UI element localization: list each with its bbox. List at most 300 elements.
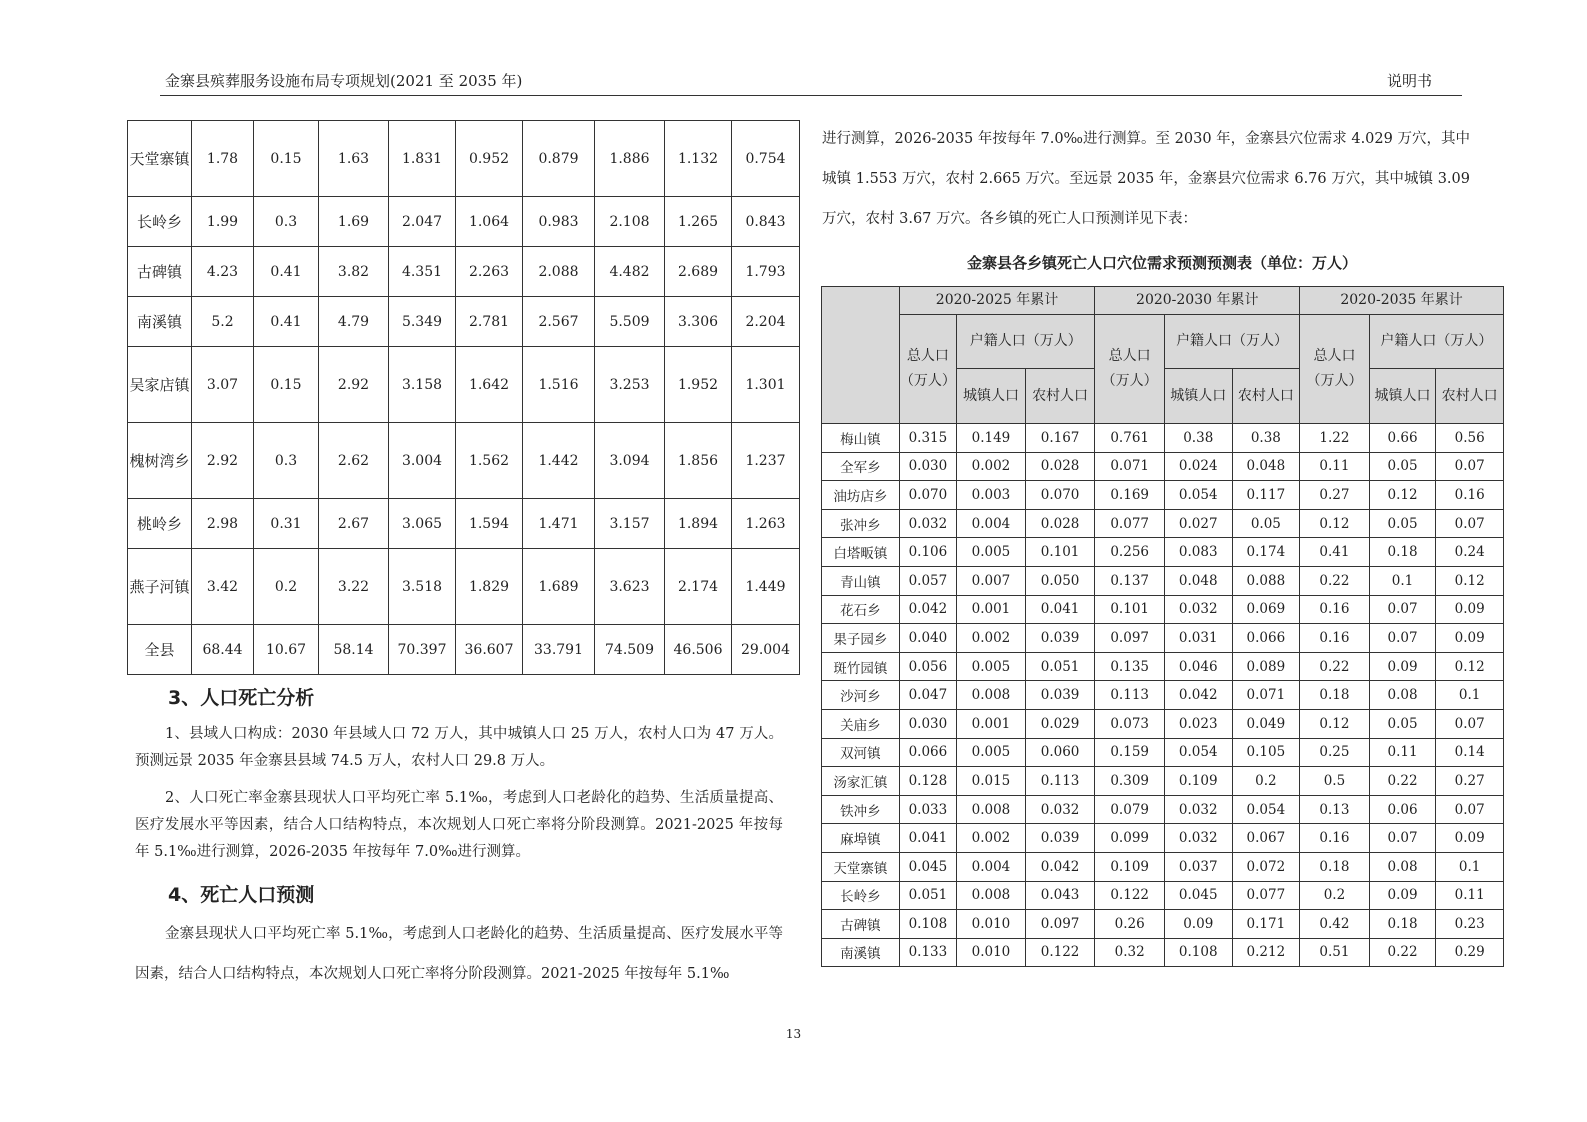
value-cell: 0.07 <box>1369 624 1436 653</box>
value-cell: 0.010 <box>957 938 1026 967</box>
value-cell: 29.004 <box>732 625 800 675</box>
value-cell: 0.2 <box>1300 881 1370 910</box>
value-cell: 2.567 <box>523 297 595 347</box>
section-3-paragraph-2: 2、人口死亡率金寨县现状人口平均死亡率 5.1‰，考虑到人口老龄化的趋势、生活质量提高、医疗发展水平等因素，结合人口结构特点，本次规划人口死亡率将分阶段测算。2021-2025 年按每年 5.1‰进行测算，2026-2035 年按每年 7.0‰进行测算。 <box>135 790 783 860</box>
table-row <box>128 247 800 297</box>
value-cell: 0.66 <box>1369 424 1436 453</box>
value-cell: 1.562 <box>456 423 523 499</box>
value-cell: 0.069 <box>1232 595 1300 624</box>
value-cell: 0.040 <box>899 624 956 653</box>
table-row <box>822 681 1504 710</box>
town-name: 果子园乡 <box>822 624 900 653</box>
table-row <box>822 738 1504 767</box>
corner-cell <box>822 287 900 424</box>
table-row <box>822 795 1504 824</box>
value-cell: 0.045 <box>1164 881 1232 910</box>
table-row <box>128 197 800 247</box>
table-caption: 金寨县各乡镇死亡人口穴位需求预测预测表（单位：万人） <box>966 254 1357 272</box>
value-cell: 0.008 <box>957 681 1026 710</box>
value-cell: 2.98 <box>192 499 254 549</box>
value-cell: 0.008 <box>957 795 1026 824</box>
value-cell: 0.001 <box>957 709 1026 738</box>
value-cell: 1.237 <box>732 423 800 499</box>
value-cell: 0.08 <box>1369 852 1436 881</box>
value-cell: 0.002 <box>957 452 1026 481</box>
town-name: 沙河乡 <box>822 681 900 710</box>
hukou-header-2025: 户籍人口（万人） <box>957 315 1095 369</box>
value-cell: 0.09 <box>1436 624 1504 653</box>
value-cell: 1.63 <box>319 121 389 197</box>
value-cell: 0.1 <box>1369 566 1436 595</box>
value-cell: 0.32 <box>1095 938 1165 967</box>
table-row <box>128 549 800 625</box>
value-cell: 4.23 <box>192 247 254 297</box>
value-cell: 0.07 <box>1436 452 1504 481</box>
value-cell: 0.05 <box>1369 709 1436 738</box>
value-cell: 0.122 <box>1025 938 1095 967</box>
town-name: 吴家店镇 <box>128 347 192 423</box>
table-row <box>822 767 1504 796</box>
table-row <box>822 624 1504 653</box>
town-name: 天堂寨镇 <box>128 121 192 197</box>
value-cell: 0.3 <box>254 423 319 499</box>
value-cell: 0.2 <box>1232 767 1300 796</box>
value-cell: 0.16 <box>1436 481 1504 510</box>
value-cell: 0.032 <box>899 509 956 538</box>
value-cell: 0.002 <box>957 624 1026 653</box>
value-cell: 0.18 <box>1300 681 1370 710</box>
value-cell: 0.070 <box>1025 481 1095 510</box>
value-cell: 0.137 <box>1095 566 1165 595</box>
value-cell: 0.005 <box>957 652 1026 681</box>
value-cell: 0.07 <box>1369 824 1436 853</box>
town-name: 青山镇 <box>822 566 900 595</box>
value-cell: 0.099 <box>1095 824 1165 853</box>
town-name: 燕子河镇 <box>128 549 192 625</box>
value-cell: 0.41 <box>254 297 319 347</box>
value-cell: 0.07 <box>1436 709 1504 738</box>
table-row <box>822 481 1504 510</box>
value-cell: 0.109 <box>1164 767 1232 796</box>
value-cell: 0.045 <box>899 852 956 881</box>
value-cell: 0.171 <box>1232 910 1300 939</box>
value-cell: 0.14 <box>1436 738 1504 767</box>
value-cell: 0.023 <box>1164 709 1232 738</box>
value-cell: 0.029 <box>1025 709 1095 738</box>
town-name: 汤家汇镇 <box>822 767 900 796</box>
value-cell: 0.18 <box>1369 910 1436 939</box>
value-cell: 0.010 <box>957 910 1026 939</box>
value-cell: 0.105 <box>1232 738 1300 767</box>
value-cell: 0.1 <box>1436 681 1504 710</box>
value-cell: 0.22 <box>1369 767 1436 796</box>
value-cell: 0.109 <box>1095 852 1165 881</box>
section-3-paragraph-1: 1、县域人口构成：2030 年县域人口 72 万人，其中城镇人口 25 万人，农村人口为 47 万人。预测远景 2035 年金寨县县域 74.5 万人，农村人口 29.8 万人。 <box>135 726 783 769</box>
value-cell: 0.077 <box>1095 509 1165 538</box>
value-cell: 0.41 <box>1300 538 1370 567</box>
value-cell: 0.754 <box>732 121 800 197</box>
value-cell: 0.05 <box>1369 509 1436 538</box>
table-row <box>822 424 1504 453</box>
period-header-2035: 2020-2035 年累计 <box>1300 287 1504 315</box>
value-cell: 1.064 <box>456 197 523 247</box>
urban-header: 城镇人口 <box>1369 369 1436 424</box>
value-cell: 0.051 <box>1025 652 1095 681</box>
value-cell: 0.29 <box>1436 938 1504 967</box>
value-cell: 0.07 <box>1369 595 1436 624</box>
table-row <box>822 595 1504 624</box>
value-cell: 0.18 <box>1300 852 1370 881</box>
table-row <box>822 538 1504 567</box>
value-cell: 0.07 <box>1436 795 1504 824</box>
value-cell: 0.039 <box>1025 681 1095 710</box>
value-cell: 3.82 <box>319 247 389 297</box>
value-cell: 0.050 <box>1025 566 1095 595</box>
hukou-header-2035: 户籍人口（万人） <box>1369 315 1503 369</box>
value-cell: 2.92 <box>319 347 389 423</box>
value-cell: 0.008 <box>957 881 1026 910</box>
value-cell: 0.072 <box>1232 852 1300 881</box>
value-cell: 0.024 <box>1164 452 1232 481</box>
value-cell: 1.132 <box>665 121 732 197</box>
value-cell: 1.886 <box>595 121 665 197</box>
value-cell: 0.033 <box>899 795 956 824</box>
value-cell: 1.265 <box>665 197 732 247</box>
town-name: 双河镇 <box>822 738 900 767</box>
value-cell: 0.843 <box>732 197 800 247</box>
value-cell: 0.108 <box>1164 938 1232 967</box>
value-cell: 0.030 <box>899 452 956 481</box>
value-cell: 0.41 <box>254 247 319 297</box>
value-cell: 0.041 <box>899 824 956 853</box>
value-cell: 0.08 <box>1369 681 1436 710</box>
total-header-2025: 总人口（万人） <box>899 315 956 424</box>
table-row <box>822 910 1504 939</box>
value-cell: 0.054 <box>1232 795 1300 824</box>
value-cell: 0.108 <box>899 910 956 939</box>
value-cell: 3.42 <box>192 549 254 625</box>
value-cell: 3.157 <box>595 499 665 549</box>
value-cell: 0.001 <box>957 595 1026 624</box>
town-name: 梅山镇 <box>822 424 900 453</box>
value-cell: 0.23 <box>1436 910 1504 939</box>
value-cell: 0.05 <box>1232 509 1300 538</box>
town-name: 花石乡 <box>822 595 900 624</box>
value-cell: 2.92 <box>192 423 254 499</box>
value-cell: 0.028 <box>1025 509 1095 538</box>
value-cell: 2.67 <box>319 499 389 549</box>
value-cell: 0.12 <box>1436 566 1504 595</box>
value-cell: 0.952 <box>456 121 523 197</box>
value-cell: 4.482 <box>595 247 665 297</box>
value-cell: 0.070 <box>899 481 956 510</box>
table-row <box>822 566 1504 595</box>
table-row <box>128 625 800 675</box>
table-row <box>128 347 800 423</box>
value-cell: 0.057 <box>899 566 956 595</box>
town-name: 古碑镇 <box>822 910 900 939</box>
urban-header: 城镇人口 <box>1164 369 1232 424</box>
value-cell: 1.471 <box>523 499 595 549</box>
value-cell: 0.028 <box>1025 452 1095 481</box>
value-cell: 0.077 <box>1232 881 1300 910</box>
value-cell: 0.097 <box>1025 910 1095 939</box>
value-cell: 0.22 <box>1369 938 1436 967</box>
left-data-table <box>127 120 800 675</box>
value-cell: 0.149 <box>957 424 1026 453</box>
header-rule <box>160 95 1462 96</box>
value-cell: 0.037 <box>1164 852 1232 881</box>
value-cell: 5.509 <box>595 297 665 347</box>
table-row <box>128 499 800 549</box>
value-cell: 0.054 <box>1164 481 1232 510</box>
value-cell: 2.62 <box>319 423 389 499</box>
value-cell: 0.088 <box>1232 566 1300 595</box>
table-row <box>128 121 800 197</box>
value-cell: 0.007 <box>957 566 1026 595</box>
value-cell: 0.049 <box>1232 709 1300 738</box>
table-row <box>128 423 800 499</box>
town-name: 白塔畈镇 <box>822 538 900 567</box>
value-cell: 0.030 <box>899 709 956 738</box>
value-cell: 0.12 <box>1369 481 1436 510</box>
value-cell: 1.442 <box>523 423 595 499</box>
value-cell: 0.054 <box>1164 738 1232 767</box>
town-name: 铁冲乡 <box>822 795 900 824</box>
value-cell: 0.12 <box>1436 652 1504 681</box>
value-cell: 0.174 <box>1232 538 1300 567</box>
value-cell: 0.09 <box>1369 881 1436 910</box>
value-cell: 0.983 <box>523 197 595 247</box>
table-row <box>822 509 1504 538</box>
value-cell: 0.113 <box>1095 681 1165 710</box>
page-number: 13 <box>785 1027 802 1041</box>
header-title: 金寨县殡葬服务设施布局专项规划(2021 至 2035 年) <box>165 72 523 90</box>
town-name: 关庙乡 <box>822 709 900 738</box>
value-cell: 3.158 <box>389 347 456 423</box>
value-cell: 0.048 <box>1232 452 1300 481</box>
value-cell: 0.067 <box>1232 824 1300 853</box>
town-name: 长岭乡 <box>128 197 192 247</box>
period-header-2030: 2020-2030 年累计 <box>1095 287 1300 315</box>
town-name: 南溪镇 <box>822 938 900 967</box>
value-cell: 0.032 <box>1164 795 1232 824</box>
value-cell: 3.094 <box>595 423 665 499</box>
value-cell: 0.15 <box>254 121 319 197</box>
value-cell: 0.09 <box>1436 824 1504 853</box>
value-cell: 0.18 <box>1369 538 1436 567</box>
value-cell: 2.174 <box>665 549 732 625</box>
value-cell: 1.99 <box>192 197 254 247</box>
value-cell: 0.113 <box>1025 767 1095 796</box>
value-cell: 0.042 <box>899 595 956 624</box>
value-cell: 0.066 <box>899 738 956 767</box>
value-cell: 0.004 <box>957 509 1026 538</box>
value-cell: 0.31 <box>254 499 319 549</box>
value-cell: 70.397 <box>389 625 456 675</box>
value-cell: 0.879 <box>523 121 595 197</box>
value-cell: 0.032 <box>1025 795 1095 824</box>
value-cell: 0.256 <box>1095 538 1165 567</box>
rural-header: 农村人口 <box>1436 369 1504 424</box>
value-cell: 2.108 <box>595 197 665 247</box>
value-cell: 0.027 <box>1164 509 1232 538</box>
value-cell: 0.039 <box>1025 624 1095 653</box>
value-cell: 0.1 <box>1436 852 1504 881</box>
value-cell: 2.263 <box>456 247 523 297</box>
value-cell: 0.16 <box>1300 595 1370 624</box>
value-cell: 0.315 <box>899 424 956 453</box>
value-cell: 3.065 <box>389 499 456 549</box>
value-cell: 0.042 <box>1164 681 1232 710</box>
value-cell: 0.25 <box>1300 738 1370 767</box>
value-cell: 0.12 <box>1300 709 1370 738</box>
value-cell: 0.047 <box>899 681 956 710</box>
table-row <box>128 297 800 347</box>
value-cell: 0.761 <box>1095 424 1165 453</box>
section-3-title: 3、人口死亡分析 <box>168 687 315 709</box>
value-cell: 0.122 <box>1095 881 1165 910</box>
value-cell: 0.060 <box>1025 738 1095 767</box>
value-cell: 0.041 <box>1025 595 1095 624</box>
value-cell: 0.048 <box>1164 566 1232 595</box>
value-cell: 0.071 <box>1095 452 1165 481</box>
value-cell: 0.27 <box>1300 481 1370 510</box>
value-cell: 0.16 <box>1300 624 1370 653</box>
value-cell: 0.089 <box>1232 652 1300 681</box>
value-cell: 0.032 <box>1164 595 1232 624</box>
value-cell: 3.004 <box>389 423 456 499</box>
value-cell: 3.07 <box>192 347 254 423</box>
table-row <box>822 452 1504 481</box>
value-cell: 1.69 <box>319 197 389 247</box>
value-cell: 36.607 <box>456 625 523 675</box>
value-cell: 5.2 <box>192 297 254 347</box>
value-cell: 0.22 <box>1300 652 1370 681</box>
rural-header: 农村人口 <box>1025 369 1095 424</box>
value-cell: 0.12 <box>1300 509 1370 538</box>
value-cell: 0.079 <box>1095 795 1165 824</box>
table-row <box>822 709 1504 738</box>
value-cell: 2.204 <box>732 297 800 347</box>
value-cell: 0.133 <box>899 938 956 967</box>
table-row <box>822 652 1504 681</box>
value-cell: 2.047 <box>389 197 456 247</box>
value-cell: 0.073 <box>1095 709 1165 738</box>
value-cell: 0.56 <box>1436 424 1504 453</box>
value-cell: 0.309 <box>1095 767 1165 796</box>
value-cell: 0.11 <box>1369 738 1436 767</box>
right-paragraph: 进行测算，2026-2035 年按每年 7.0‰进行测算。至 2030 年，金寨县穴位需求 4.029 万穴，其中城镇 1.553 万穴，农村 2.665 万穴。至远景 2035 年，金寨县穴位需求 6.76 万穴，其中城镇 3.09 万穴，农村 3.67 万穴。各乡镇的死亡人口预测详见下表： <box>822 131 1470 227</box>
value-cell: 0.101 <box>1095 595 1165 624</box>
rural-header: 农村人口 <box>1232 369 1300 424</box>
table-row <box>822 852 1504 881</box>
table-row <box>822 938 1504 967</box>
value-cell: 0.38 <box>1232 424 1300 453</box>
value-cell: 1.894 <box>665 499 732 549</box>
value-cell: 1.516 <box>523 347 595 423</box>
value-cell: 0.169 <box>1095 481 1165 510</box>
value-cell: 2.781 <box>456 297 523 347</box>
value-cell: 1.642 <box>456 347 523 423</box>
value-cell: 4.79 <box>319 297 389 347</box>
town-name: 桃岭乡 <box>128 499 192 549</box>
value-cell: 0.5 <box>1300 767 1370 796</box>
town-name: 油坊店乡 <box>822 481 900 510</box>
value-cell: 0.2 <box>254 549 319 625</box>
value-cell: 0.051 <box>899 881 956 910</box>
town-name: 天堂寨镇 <box>822 852 900 881</box>
value-cell: 0.26 <box>1095 910 1165 939</box>
value-cell: 4.351 <box>389 247 456 297</box>
value-cell: 33.791 <box>523 625 595 675</box>
forecast-table <box>821 286 1504 967</box>
value-cell: 0.015 <box>957 767 1026 796</box>
town-name: 全军乡 <box>822 452 900 481</box>
section-4-title: 4、死亡人口预测 <box>168 884 315 906</box>
value-cell: 0.212 <box>1232 938 1300 967</box>
value-cell: 0.083 <box>1164 538 1232 567</box>
value-cell: 0.167 <box>1025 424 1095 453</box>
value-cell: 0.3 <box>254 197 319 247</box>
section-4-paragraph: 金寨县现状人口平均死亡率 5.1‰，考虑到人口老龄化的趋势、生活质量提高、医疗发展水平等因素，结合人口结构特点，本次规划人口死亡率将分阶段测算。2021-2025 年按每年 5.1‰ <box>135 926 783 982</box>
value-cell: 1.449 <box>732 549 800 625</box>
value-cell: 0.117 <box>1232 481 1300 510</box>
value-cell: 1.952 <box>665 347 732 423</box>
value-cell: 3.306 <box>665 297 732 347</box>
value-cell: 0.27 <box>1436 767 1504 796</box>
town-name: 南溪镇 <box>128 297 192 347</box>
value-cell: 46.506 <box>665 625 732 675</box>
value-cell: 0.05 <box>1369 452 1436 481</box>
value-cell: 0.056 <box>899 652 956 681</box>
value-cell: 0.106 <box>899 538 956 567</box>
value-cell: 0.09 <box>1369 652 1436 681</box>
urban-header: 城镇人口 <box>957 369 1026 424</box>
value-cell: 0.42 <box>1300 910 1370 939</box>
value-cell: 0.06 <box>1369 795 1436 824</box>
value-cell: 0.003 <box>957 481 1026 510</box>
value-cell: 1.856 <box>665 423 732 499</box>
value-cell: 0.11 <box>1300 452 1370 481</box>
value-cell: 0.09 <box>1436 595 1504 624</box>
value-cell: 0.135 <box>1095 652 1165 681</box>
value-cell: 0.13 <box>1300 795 1370 824</box>
value-cell: 3.518 <box>389 549 456 625</box>
value-cell: 1.829 <box>456 549 523 625</box>
value-cell: 0.128 <box>899 767 956 796</box>
value-cell: 0.005 <box>957 738 1026 767</box>
value-cell: 1.301 <box>732 347 800 423</box>
town-name: 张冲乡 <box>822 509 900 538</box>
value-cell: 2.689 <box>665 247 732 297</box>
value-cell: 3.623 <box>595 549 665 625</box>
value-cell: 0.16 <box>1300 824 1370 853</box>
value-cell: 2.088 <box>523 247 595 297</box>
value-cell: 58.14 <box>319 625 389 675</box>
value-cell: 10.67 <box>254 625 319 675</box>
value-cell: 0.039 <box>1025 824 1095 853</box>
value-cell: 0.07 <box>1436 509 1504 538</box>
table-row <box>822 881 1504 910</box>
header-doc-type: 说明书 <box>1386 72 1432 90</box>
hukou-header-2030: 户籍人口（万人） <box>1164 315 1299 369</box>
town-name: 长岭乡 <box>822 881 900 910</box>
value-cell: 5.349 <box>389 297 456 347</box>
value-cell: 0.066 <box>1232 624 1300 653</box>
value-cell: 1.689 <box>523 549 595 625</box>
value-cell: 68.44 <box>192 625 254 675</box>
